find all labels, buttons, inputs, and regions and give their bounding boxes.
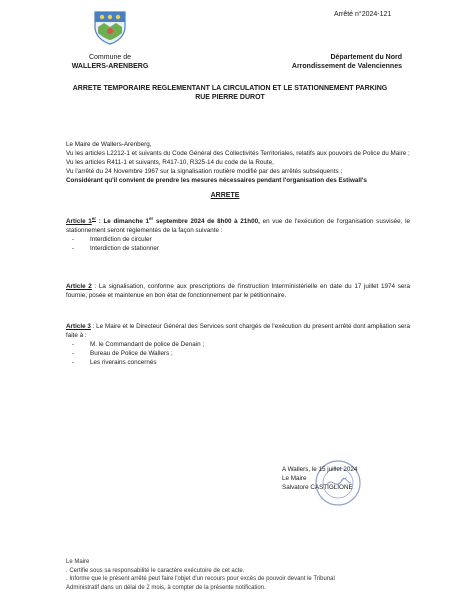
arrete-heading: ARRETE	[210, 192, 240, 199]
list-item: - Interdiction de circuler	[66, 235, 410, 244]
consideration-line: Vu l'arrêté du 24 Novembre 1967 sur la signalisation routière modifié par des arrêtés subséquents ;	[66, 168, 343, 175]
article-2	[66, 282, 410, 300]
footer-line: . Informe que le présent arrêté peut faire l'objet d'un recours pour excès de pouvoir devant le Tribunal	[66, 576, 335, 582]
title-line-2: RUE PIERRE DUROT	[195, 94, 265, 101]
commune-crest-logo	[92, 9, 128, 45]
signature-place-date: A Wallers, le 15 juillet 2024	[282, 466, 358, 473]
article-3-label: Article 3	[66, 323, 91, 330]
list-item: - Les riverains concernés	[66, 358, 410, 367]
article-2-text: : La signalisation, conforme aux prescriptions de l'instruction Interministérielle en date du 17 juillet 1974 sera fournie, posée et maintenue en bon état de fonctionnement par le pétitionnaire.	[66, 283, 410, 299]
signature-name: Salvatore CASTIGLIONE	[282, 484, 353, 491]
list-item: - Interdiction de stationner	[66, 244, 410, 253]
article-3	[66, 322, 410, 367]
arrondissement: Arrondissement de Valenciennes	[291, 63, 402, 70]
article-1-label: Article 1	[66, 218, 92, 226]
article-1-list	[66, 235, 410, 253]
article-1	[66, 214, 410, 253]
list-item: - M. le Commandant de police de Denain ;	[66, 340, 410, 349]
considerations-block	[66, 140, 410, 185]
article-3-list	[66, 340, 410, 367]
title-line-1: ARRETE TEMPORAIRE REGLEMENTANT LA CIRCULATION ET LE STATIONNEMENT PARKING	[72, 85, 388, 92]
commune-label: Commune de	[88, 54, 132, 61]
consideration-line: Vu les articles R411-1 et suivants, R417-10, R325-14 du code de la Route,	[66, 159, 274, 166]
legal-footer	[66, 558, 426, 592]
document-title	[60, 84, 400, 102]
consideration-line: Vu les articles L2212-1 et suivants du Code Général des Collectivités Territoriales, relatifs aux pouvoirs de Police du Maire ;	[66, 150, 410, 157]
article-1-date-sup: er	[149, 216, 154, 221]
footer-line: Le Maire	[66, 559, 90, 565]
footer-line: . Certifie sous sa responsabilité le caractère exécutoire de cet acte.	[66, 567, 245, 574]
list-item: - Bureau de Police de Wallers ;	[66, 349, 410, 358]
article-1-date-2: septembre 2024 de 8h00 à 21h00,	[153, 218, 260, 226]
article-1-text: en vue de l'exécution de l'organisation susvisée, le stationnement seront réglementés de la façon suivante :	[66, 218, 410, 235]
article-3-text: : Le Maire et le Directeur Général des Services sont chargés de l'exécution du présent arrêté dont ampliation sera faite à :	[66, 323, 410, 339]
consideration-line: Le Maire de Wallers-Arenberg,	[66, 141, 152, 148]
article-2-label: Article 2	[66, 283, 92, 290]
department: Département du Nord	[330, 54, 402, 61]
consideration-line: Considérant qu'il convient de prendre les mesures nécessaires pendant l'organisation des Estiwall's	[66, 177, 367, 184]
footer-line: Administratif dans un délai de 2 mois, à compter de la présente notification.	[66, 584, 266, 591]
article-1-date-1: : Le dimanche 1	[96, 218, 150, 226]
signature-role: Le Maire	[282, 475, 307, 482]
signature-block	[282, 465, 357, 492]
decree-number: Arrêté n°2024-121	[334, 11, 392, 18]
article-1-label-sup: er	[91, 216, 97, 221]
commune-name: WALLERS-ARENBERG	[71, 63, 149, 70]
